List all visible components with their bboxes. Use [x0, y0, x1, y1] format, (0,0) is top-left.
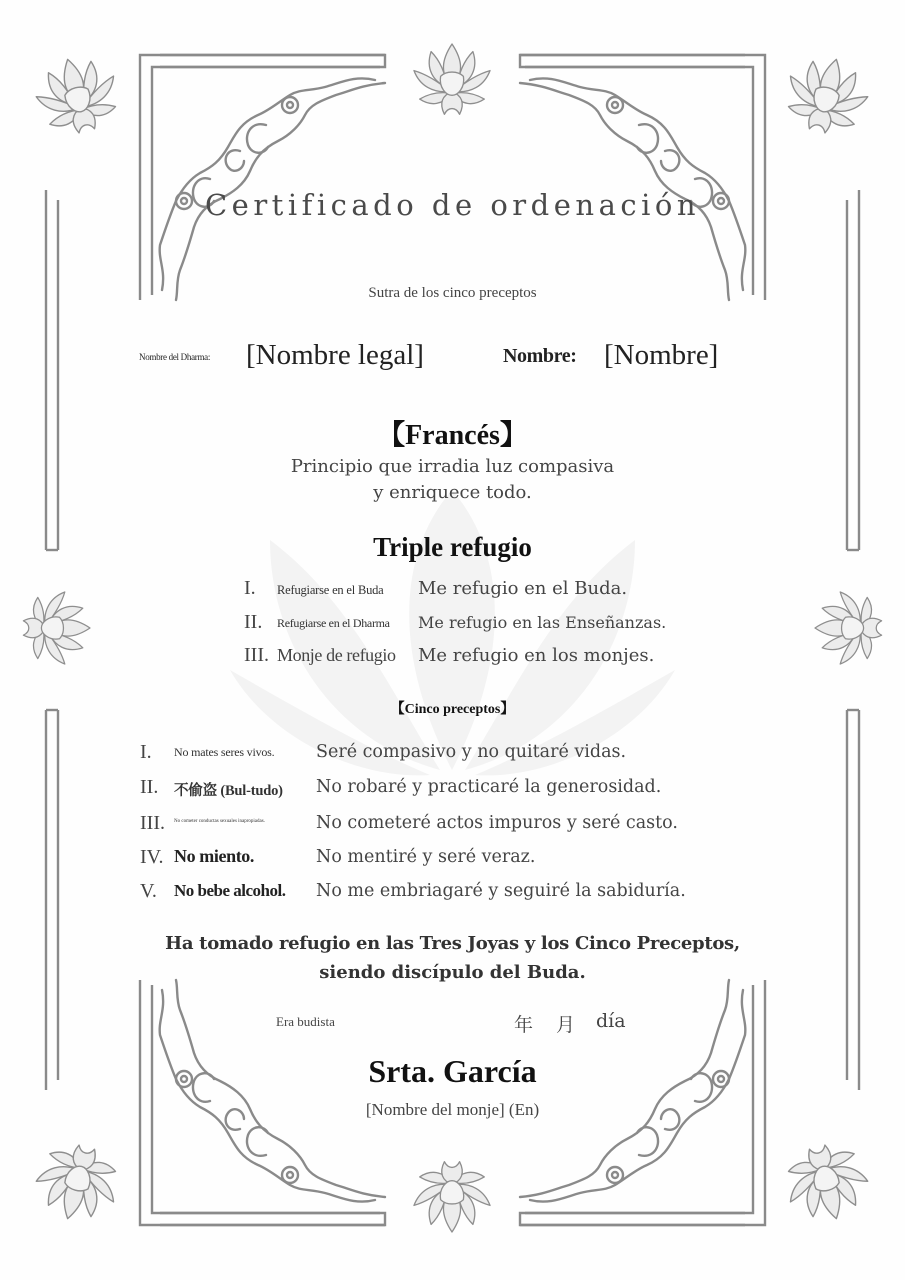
lotus-top-left-icon	[29, 49, 125, 141]
precept-label: No cometer conductas sexuales inapropiadas.	[174, 819, 265, 824]
name-field[interactable]: [Nombre]	[604, 339, 719, 371]
certificate-title: Certificado de ordenación	[204, 188, 701, 222]
lotus-bottom-center-icon	[414, 1162, 490, 1232]
precept-numeral: II.	[140, 776, 159, 798]
monk-name: [Nombre del monje] (En)	[365, 1100, 540, 1119]
refuge-vow: Me refugio en los monjes.	[418, 645, 655, 666]
refuge-label: Refugiarse en el Dharma	[277, 616, 390, 630]
refuge-numeral: II.	[244, 611, 263, 633]
closing-statement	[0, 929, 905, 987]
precept-label: No miento.	[174, 846, 254, 866]
dharma-name-meaning	[0, 454, 905, 506]
precept-row	[0, 775, 905, 803]
name-label: Nombre:	[503, 345, 577, 367]
closing-line-2: siendo discípulo del Buda.	[319, 962, 586, 983]
precept-vow: No cometeré actos impuros y seré casto.	[316, 813, 678, 833]
precept-label: No mates seres vivos.	[174, 745, 275, 759]
precept-label: No bebe alcohol.	[174, 881, 286, 900]
era-label: Era budista	[276, 1014, 335, 1029]
precept-label: 不偷盗 (Bul-tudo)	[174, 783, 283, 799]
precept-numeral: III.	[140, 812, 165, 834]
corner-top-left	[140, 55, 385, 300]
precept-vow: No robaré y practicaré la generosidad.	[316, 777, 662, 797]
precept-row	[0, 845, 905, 873]
certificate-subtitle: Sutra de los cinco preceptos	[368, 285, 537, 301]
meaning-line-1: Principio que irradia luz compasiva	[290, 456, 615, 477]
refuge-label: Monje de refugio	[277, 645, 396, 665]
signer-name: Srta. García	[368, 1053, 537, 1089]
precept-row	[0, 811, 905, 839]
dharma-name-heading: 【Francés】	[377, 420, 528, 451]
precept-vow: Seré compasivo y no quitaré vidas.	[316, 742, 627, 762]
refuge-row	[0, 644, 905, 670]
refuge-label: Refugiarse en el Buda	[277, 583, 384, 597]
lotus-top-center-icon	[414, 44, 490, 114]
refuge-numeral: I.	[244, 577, 256, 599]
meaning-line-2: y enriquece todo.	[373, 482, 532, 503]
lotus-top-right-icon	[779, 49, 875, 141]
year-field[interactable]: 年	[514, 1014, 534, 1036]
precept-vow: No mentiré y seré veraz.	[316, 847, 536, 867]
refuge-vow: Me refugio en el Buda.	[418, 578, 628, 599]
day-field[interactable]: día	[596, 1010, 626, 1032]
five-precepts-heading: 【Cinco preceptos】	[390, 702, 515, 717]
precept-numeral: IV.	[140, 846, 164, 868]
precept-vow: No me embriagaré y seguiré la sabiduría.	[316, 881, 686, 901]
precept-numeral: V.	[140, 880, 157, 902]
refuge-vow: Me refugio en las Enseñanzas.	[418, 613, 667, 632]
refuge-row	[0, 611, 905, 637]
triple-refuge-heading: Triple refugio	[373, 532, 532, 562]
precept-numeral: I.	[140, 741, 152, 763]
legal-name-field[interactable]: [Nombre legal]	[246, 339, 424, 371]
corner-top-right	[520, 55, 765, 300]
precept-row	[0, 879, 905, 907]
lotus-bottom-right-icon	[779, 1137, 875, 1229]
month-field[interactable]: 月	[556, 1014, 576, 1036]
refuge-row	[0, 577, 905, 603]
lotus-bottom-left-icon	[29, 1137, 125, 1229]
closing-line-1: Ha tomado refugio en las Tres Joyas y los Cinco Preceptos,	[165, 933, 740, 954]
refuge-numeral: III.	[244, 644, 269, 666]
precept-row	[0, 740, 905, 768]
dharma-name-label: Nombre del Dharma:	[139, 352, 211, 362]
